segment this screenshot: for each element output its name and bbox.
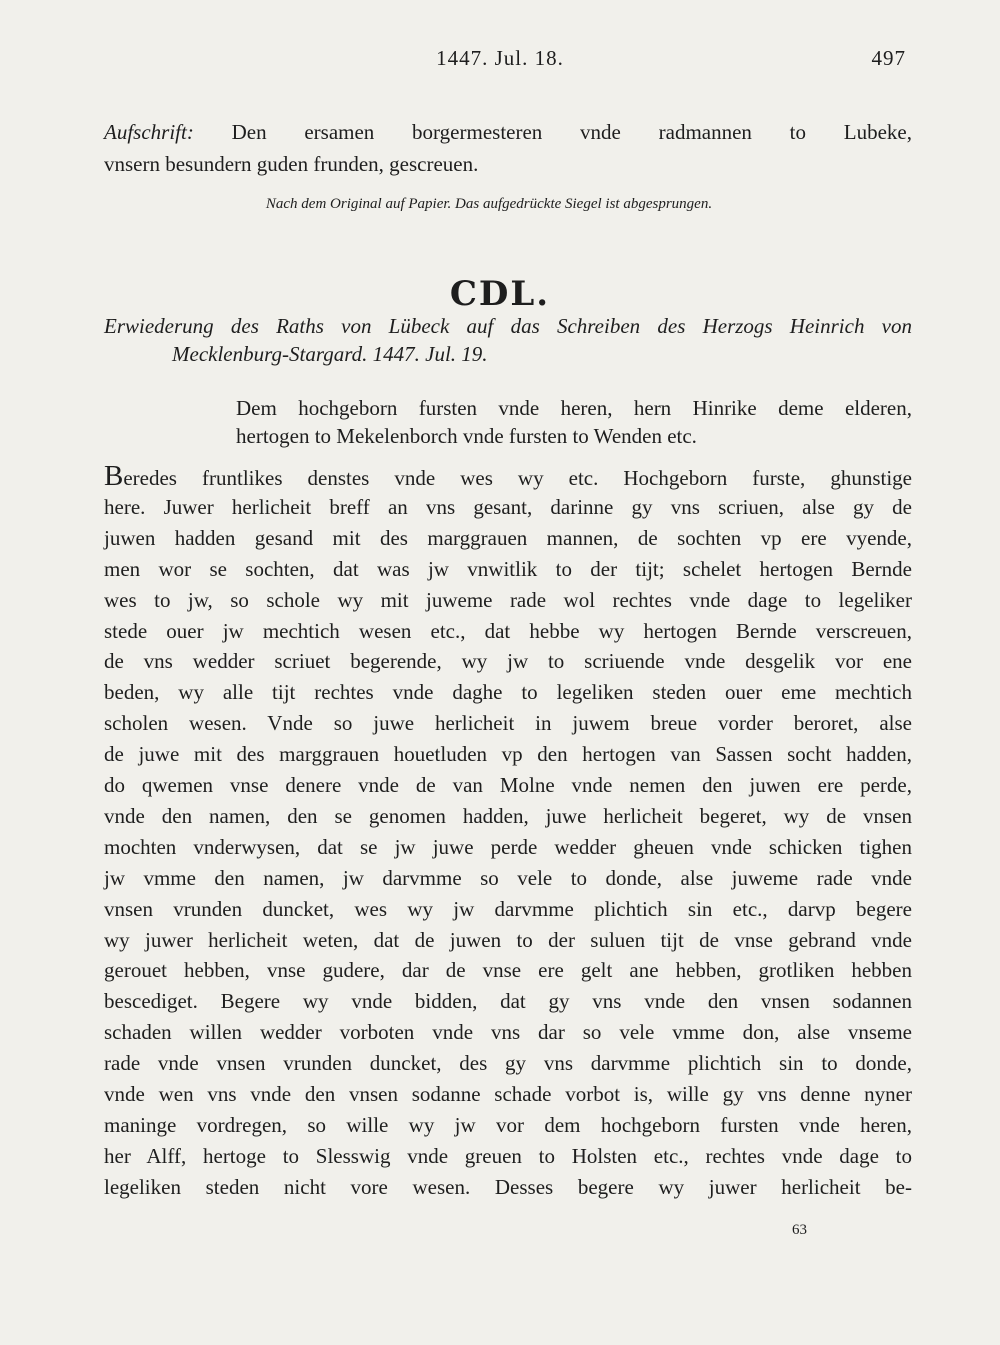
body-line [104, 617, 912, 645]
body-line-text: her Alff, hertoge to Slesswig vnde greuen to Holsten etc., rechtes vnde dage to [104, 1143, 912, 1168]
body-line-text: here. Juwer herlicheit breff an vns gesant, darinne gy vns scriuen, alse gy de [104, 494, 912, 519]
body-line [104, 493, 912, 521]
body-line-text: rade vnde vnsen vrunden duncket, des gy vns darvmme plichtich sin to donde, [104, 1051, 912, 1076]
body-line-text: wy juwer herlicheit weten, dat de juwen to der suluen tijt de vnse gebrand vnde [104, 927, 912, 952]
body-line-text: schaden willen wedder vorboten vnde vns dar so vele vmme don, alse vnseme [104, 1020, 912, 1045]
body-line-text: juwen hadden gesand mit des marggrauen mannen, de sochten vp ere vyende, [104, 525, 912, 550]
address-line [104, 118, 912, 146]
body-line [104, 647, 912, 675]
body-line-text: vnde den namen, den se genomen hadden, juwe herlicheit begeret, wy de vnsen [104, 803, 912, 828]
document-title-line: Mecklenburg-Stargard. 1447. Jul. 19. [172, 342, 488, 366]
address-text: Den ersamen borgermesteren vnde radmannen to Lubeke, [193, 120, 912, 144]
salutation-line: Dem hochgeborn fursten vnde heren, hern Hinrike deme elderen, [236, 396, 912, 420]
body-line-text: eredes fruntlikes denstes vnde wes wy etc. Hochgeborn furste, ghunstige [123, 466, 912, 490]
body-line [104, 802, 912, 830]
address-text: vnsern besundern guden frunden, gescreuen. [104, 152, 479, 176]
body-line [104, 524, 912, 552]
salutation-line: hertogen to Mekelenborch vnde fursten to Wenden etc. [236, 424, 697, 448]
body-line [104, 771, 912, 799]
body-line [104, 833, 912, 861]
body-line-text: jw vmme den namen, jw darvmme so vele to donde, alse juweme rade vnde [104, 865, 912, 890]
body-line [104, 1142, 912, 1170]
body-line-text: maninge vordregen, so wille wy jw vor dem hochgeborn fursten vnde heren, [104, 1112, 912, 1137]
address-label: Aufschrift: [104, 120, 194, 144]
page-number: 497 [871, 46, 906, 70]
body-line-text: vnsen vrunden duncket, wes wy jw darvmme plichtich sin etc., darvp begere [104, 896, 912, 921]
running-head: 1447. Jul. 18. [436, 46, 564, 70]
body-line [104, 462, 912, 492]
body-line [104, 1018, 912, 1046]
body-line [104, 895, 912, 923]
body-line [104, 926, 912, 954]
body-line-text: legeliken steden nicht vore wesen. Desses begere wy juwer herlicheit be- [104, 1174, 912, 1199]
body-line-text: do qwemen vnse denere vnde de van Molne vnde nemen den juwen ere perde, [104, 773, 912, 797]
body-line [104, 987, 912, 1015]
body-line [104, 1049, 912, 1077]
body-line [104, 740, 912, 768]
body-line-text: men wor se sochten, dat was jw vnwitlik to der tijt; schelet hertogen Bernde [104, 556, 912, 581]
body-line [104, 555, 912, 583]
body-line [104, 678, 912, 706]
document-title-line: Erwiederung des Raths von Lübeck auf das Schreiben des Herzogs Heinrich von [104, 314, 912, 338]
address-line [104, 150, 912, 178]
body-line-text: de vns wedder scriuet begerende, wy jw to scriuende vnde desgelik vor ene [104, 649, 912, 674]
body-line [104, 1111, 912, 1139]
document-number: CDL. [449, 274, 551, 314]
body-line-text: bescediget. Begere wy vnde bidden, dat gy vns vnde den vnsen sodannen [104, 989, 912, 1014]
body-line [104, 864, 912, 892]
body-line [104, 709, 912, 737]
body-line-text: mochten vnderwysen, dat se jw juwe perde wedder gheuen vnde schicken tighen [104, 834, 912, 859]
body-initial: B [104, 460, 124, 492]
body-line-text: scholen wesen. Vnde so juwe herlicheit in juwem breue vorder beroret, alse [104, 711, 912, 736]
body-line-text: vnde wen vns vnde den vnsen sodanne schade vorbot is, wille gy vns denne nyner [104, 1082, 912, 1106]
body-line [104, 1173, 912, 1201]
body-line-text: wes to jw, so schole wy mit juweme rade wol rechtes vnde dage to legeliker [104, 587, 912, 612]
body-line-text: de juwe mit des marggrauen houetluden vp den hertogen van Sassen socht hadden, [104, 742, 912, 767]
body-line-text: beden, wy alle tijt rechtes vnde daghe to legeliken steden ouer eme mechtich [104, 680, 912, 705]
source-note: Nach dem Original auf Papier. Das aufgedrückte Siegel ist abgesprungen. [265, 196, 713, 212]
body-line [104, 1080, 912, 1108]
body-line [104, 586, 912, 614]
body-line-text: stede ouer jw mechtich wesen etc., dat hebbe wy hertogen Bernde verscreuen, [104, 618, 912, 643]
body-line-text: gerouet hebben, vnse gudere, dar de vnse ere gelt ane hebben, grotliken hebben [104, 958, 912, 983]
sheet-signature: 63 [792, 1222, 807, 1238]
body-line [104, 956, 912, 984]
